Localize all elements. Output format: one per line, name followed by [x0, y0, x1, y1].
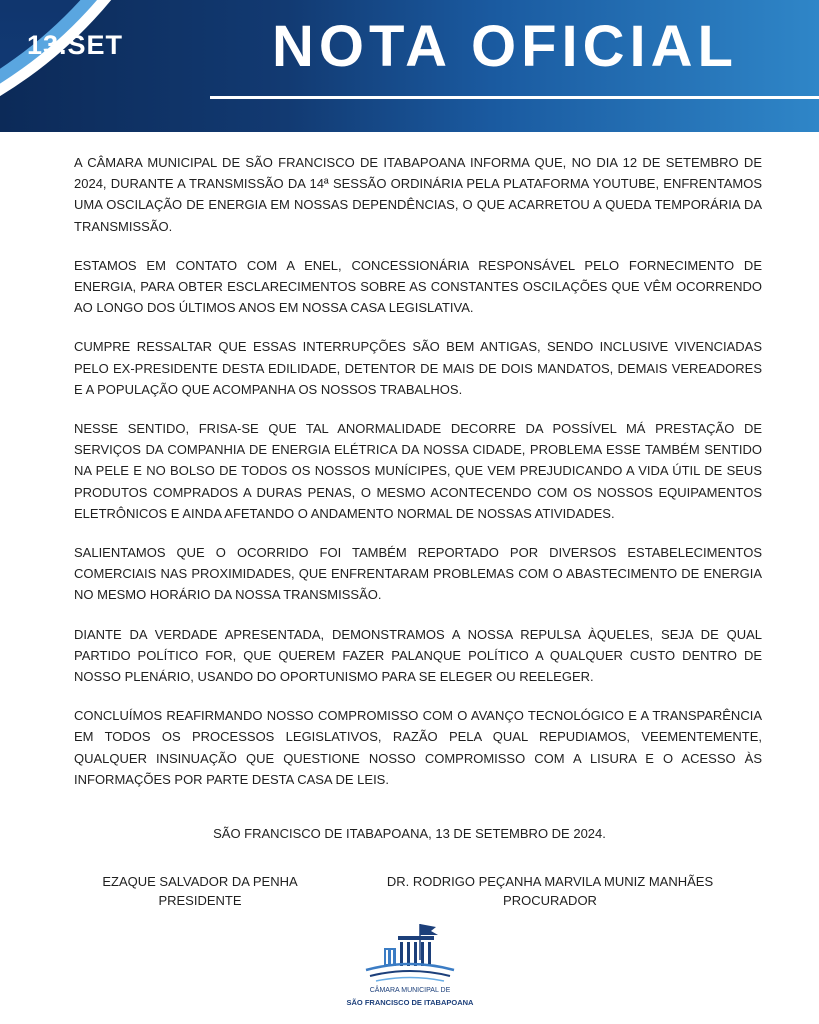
- logo-text-line1: CÂMARA MUNICIPAL DE: [369, 987, 451, 994]
- paragraph: NESSE SENTIDO, FRISA-SE QUE TAL ANORMALIDADE DECORRE DA POSSÍVEL MÁ PRESTAÇÃO DE SERVIÇOS DA COMPANHIA DE ENERGIA ELÉTRICA DA NOSSA CIDADE, PROBLEMA ESSE TAMBÉM SENTIDO NA PELE E NO BOLSO DE TODOS OS NOSSOS MUNÍCIPES, QUE VEM PREJUDICANDO A VIDA ÚTIL DE SEUS PRODUTOS COMPRADOS A DURAS PENAS, O MESMO ACONTECENDO COM OS NOSSOS EQUIPAMENTOS ELETRÔNICOS E AINDA AFETANDO O ANDAMENTO NORMAL DE NOSSAS ATIVIDADES.: [74, 421, 762, 521]
- chamber-building-icon: [364, 920, 456, 986]
- signature-name: DR. RODRIGO PEÇANHA MARVILA MUNIZ MANHÃES: [386, 874, 714, 889]
- paragraph: DIANTE DA VERDADE APRESENTADA, DEMONSTRAMOS A NOSSA REPULSA ÀQUELES, SEJA DE QUAL PARTIDO POLÍTICO FOR, QUE QUEREM FAZER PALANQUE POLÍTICO A QUALQUER CUSTO DENTRO DE NOSSO PLENÁRIO, USANDO DO OPORTUNISMO PARA SE ELEGER OU REELEGER.: [74, 626, 762, 685]
- statement-body: [74, 152, 762, 808]
- signature-president: [80, 872, 320, 910]
- header-divider-line: [210, 96, 819, 99]
- header-banner: [0, 0, 819, 132]
- paragraph: CUMPRE RESSALTAR QUE ESSAS INTERRUPÇÕES SÃO BEM ANTIGAS, SENDO INCLUSIVE VIVENCIADAS PELO EX-PRESIDENTE DESTA EDILIDADE, DETENTOR DE MAIS DE DOIS MANDATOS, DEMAIS VEREADORES E A POPULAÇÃO QUE ACOMPANHA OS NOSSOS TRABALHOS.: [74, 339, 762, 397]
- paragraph: ESTAMOS EM CONTATO COM A ENEL, CONCESSIONÁRIA RESPONSÁVEL PELO FORNECIMENTO DE ENERGIA, PARA OBTER ESCLARECIMENTOS SOBRE AS CONSTANTES OSCILAÇÕES QUE VÊM OCORRENDO AO LONGO DOS ÚLTIMOS ANOS EM NOSSA CASA LEGISLATIVA.: [74, 257, 762, 316]
- date-label: 13.SET: [27, 30, 124, 60]
- signature-name: EZAQUE SALVADOR DA PENHA: [102, 874, 298, 889]
- signature-role: PRESIDENTE: [158, 893, 242, 908]
- paragraph: A CÂMARA MUNICIPAL DE SÃO FRANCISCO DE ITABAPOANA INFORMA QUE, NO DIA 12 DE SETEMBRO DE 2024, DURANTE A TRANSMISSÃO DA 14ª SESSÃO ORDINÁRIA PELA PLATAFORMA YOUTUBE, ENFRENTAMOS UMA OSCILAÇÃO DE ENERGIA EM NOSSAS DEPENDÊNCIAS, O QUE ACARRETOU A QUEDA TEMPORÁRIA DA TRANSMISSÃO.: [74, 155, 762, 234]
- place-and-date: SÃO FRANCISCO DE ITABAPOANA, 13 DE SETEMBRO DE 2024.: [213, 826, 606, 841]
- signature-attorney: [360, 872, 740, 910]
- paragraph: CONCLUÍMOS REAFIRMANDO NOSSO COMPROMISSO COM O AVANÇO TECNOLÓGICO E A TRANSPARÊNCIA EM TODOS OS PROCESSOS LEGISLATIVOS, RAZÃO PELA QUAL REPUDIAMOS, VEEMENTEMENTE, QUALQUER INSINUAÇÃO QUE QUESTIONE NOSSO COMPROMISSO COM A LISURA E O ACESSO ÀS INFORMAÇÕES POR PARTE DESTA CASA DE LEIS.: [74, 708, 762, 787]
- logo-text-line2: SÃO FRANCISCO DE ITABAPOANA: [346, 998, 474, 1007]
- chamber-logo: [340, 920, 480, 1012]
- paragraph: SALIENTAMOS QUE O OCORRIDO FOI TAMBÉM REPORTADO POR DIVERSOS ESTABELECIMENTOS COMERCIAIS NAS PROXIMIDADES, QUE ENFRENTARAM PROBLEMAS COM O ABASTECIMENTO DE ENERGIA NO MESMO HORÁRIO DA NOSSA TRANSMISSÃO.: [74, 545, 762, 603]
- signature-role: PROCURADOR: [503, 893, 597, 908]
- page-title: NOTA OFICIAL: [272, 14, 738, 79]
